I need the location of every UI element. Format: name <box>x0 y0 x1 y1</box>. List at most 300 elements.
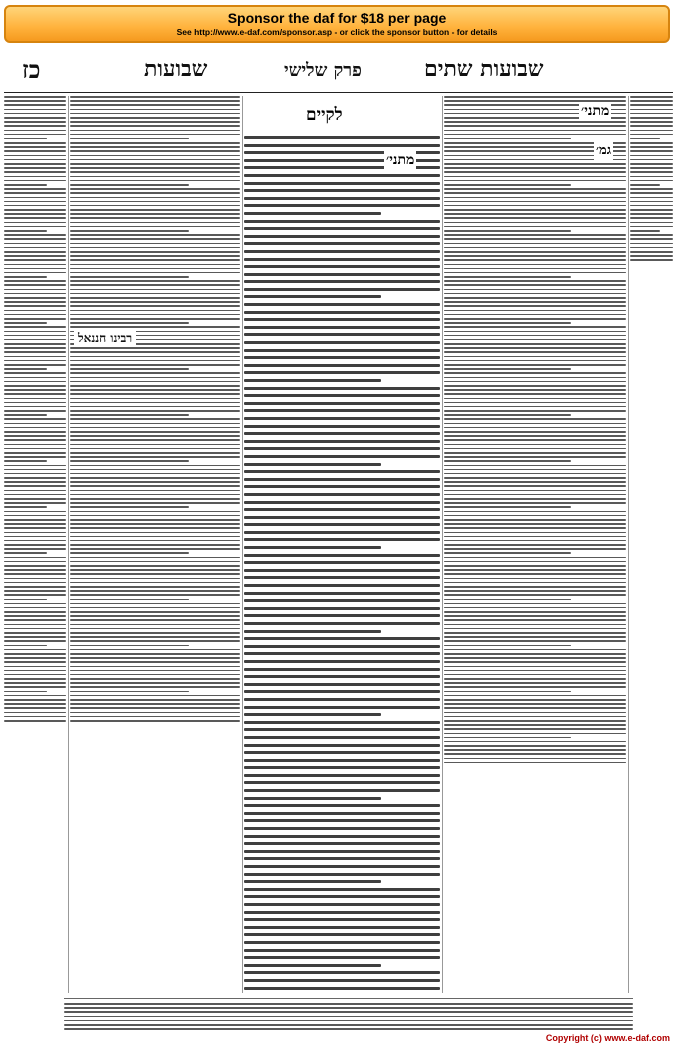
text-line <box>630 134 673 136</box>
text-line <box>70 310 240 312</box>
text-line <box>244 440 440 443</box>
text-line <box>4 515 66 517</box>
text-line <box>244 911 440 914</box>
text-line <box>630 180 673 182</box>
text-line <box>244 584 440 587</box>
text-line <box>4 649 66 651</box>
text-line <box>70 280 240 282</box>
text-line <box>4 666 66 668</box>
text-line <box>4 297 66 299</box>
text-line <box>244 212 381 215</box>
text-line <box>444 615 626 617</box>
text-line <box>244 683 440 686</box>
text-line <box>70 645 189 647</box>
text-line <box>4 481 66 483</box>
text-line <box>4 594 66 596</box>
text-line <box>444 745 626 747</box>
text-line <box>4 347 66 349</box>
text-line <box>444 477 626 479</box>
text-line <box>244 690 440 693</box>
text-line <box>4 385 66 387</box>
text-line <box>70 523 240 525</box>
sponsor-banner[interactable] <box>4 5 670 43</box>
text-line <box>630 113 673 115</box>
text-line <box>70 653 240 655</box>
text-line <box>244 379 381 382</box>
text-line <box>70 599 189 601</box>
text-line <box>444 506 571 508</box>
text-line <box>70 427 240 429</box>
text-line <box>4 276 47 278</box>
text-line <box>70 230 189 232</box>
text-line <box>4 636 66 638</box>
text-line <box>70 393 240 395</box>
text-line <box>4 682 66 684</box>
text-line <box>4 485 66 487</box>
text-line <box>244 607 440 610</box>
sponsor-subtitle[interactable]: See http://www.e-daf.com/sponsor.asp - or click the sponsor button - for details <box>176 27 498 37</box>
text-line <box>630 222 673 224</box>
text-line <box>70 402 240 404</box>
text-line <box>444 561 626 563</box>
text-line <box>244 819 440 822</box>
text-line <box>444 134 626 136</box>
text-line <box>4 389 66 391</box>
text-line <box>70 251 240 253</box>
text-line <box>4 130 66 132</box>
text-line <box>244 979 440 982</box>
text-line <box>70 142 240 144</box>
text-line <box>70 712 240 714</box>
text-line <box>4 527 66 529</box>
text-line <box>70 565 240 567</box>
text-line <box>444 171 626 173</box>
text-line <box>4 435 66 437</box>
text-line <box>4 645 47 647</box>
text-line <box>444 360 626 362</box>
text-line <box>444 192 626 194</box>
text-line <box>70 536 240 538</box>
text-line <box>70 117 240 119</box>
text-line <box>444 310 626 312</box>
text-line <box>4 582 66 584</box>
text-line <box>244 470 440 473</box>
text-line <box>70 586 240 588</box>
text-line <box>4 611 66 613</box>
text-line <box>70 552 189 554</box>
copyright[interactable]: Copyright (c) www.e-daf.com <box>545 1033 670 1043</box>
masechet-name: שבועות <box>144 56 208 82</box>
text-line <box>70 305 240 307</box>
text-line <box>444 377 626 379</box>
text-line <box>4 523 66 525</box>
text-line <box>70 418 240 420</box>
text-line <box>4 544 66 546</box>
text-line <box>444 523 626 525</box>
text-line <box>4 142 66 144</box>
text-line <box>4 712 66 714</box>
text-line <box>70 205 240 207</box>
text-line <box>4 565 66 567</box>
text-line <box>244 387 440 390</box>
text-line <box>244 592 440 595</box>
text-line <box>4 506 47 508</box>
masoret-column <box>630 96 673 993</box>
text-line <box>444 578 626 580</box>
text-line <box>70 104 240 106</box>
text-line <box>444 326 626 328</box>
text-line <box>70 134 240 136</box>
text-line <box>4 431 66 433</box>
text-line <box>244 508 440 511</box>
text-line <box>4 326 66 328</box>
text-line <box>444 728 626 730</box>
text-line <box>444 305 626 307</box>
text-line <box>630 121 673 123</box>
text-line <box>444 640 626 642</box>
text-line <box>70 548 240 550</box>
text-line <box>444 686 626 688</box>
text-line <box>4 678 66 680</box>
text-line <box>4 578 66 580</box>
text-line <box>4 104 66 106</box>
text-line <box>444 439 626 441</box>
text-line <box>444 594 626 596</box>
text-line <box>444 222 626 224</box>
text-line <box>244 736 440 739</box>
text-line <box>630 226 673 228</box>
text-line <box>444 661 626 663</box>
text-line <box>70 594 240 596</box>
text-line <box>244 273 440 276</box>
text-line <box>244 599 440 602</box>
text-line <box>444 473 626 475</box>
text-line <box>70 255 240 257</box>
text-line <box>4 264 66 266</box>
text-line <box>4 465 66 467</box>
text-line <box>244 721 440 724</box>
text-line <box>4 100 66 102</box>
text-line <box>70 695 240 697</box>
text-line <box>244 561 440 564</box>
text-line <box>70 146 240 148</box>
text-line <box>630 217 673 219</box>
text-line <box>444 205 626 207</box>
rashi-column <box>444 96 626 993</box>
text-line <box>444 284 626 286</box>
text-line <box>444 322 571 324</box>
text-line <box>4 268 66 270</box>
text-line <box>70 130 240 132</box>
text-line <box>70 125 240 127</box>
text-line <box>70 691 189 693</box>
text-line <box>444 565 626 567</box>
text-line <box>64 1007 633 1009</box>
text-line <box>4 707 66 709</box>
text-line <box>244 402 440 405</box>
text-line <box>70 192 240 194</box>
text-line <box>4 619 66 621</box>
text-line <box>4 150 66 152</box>
text-line <box>4 632 66 634</box>
text-line <box>70 356 240 358</box>
ein-mishpat-column <box>4 96 66 993</box>
text-line <box>444 167 626 169</box>
text-line <box>70 284 240 286</box>
text-line <box>244 630 381 633</box>
text-line <box>70 180 240 182</box>
text-line <box>444 280 626 282</box>
text-line <box>630 146 673 148</box>
text-line <box>4 335 66 337</box>
text-line <box>70 632 240 634</box>
text-line <box>444 264 626 266</box>
text-line <box>444 716 626 718</box>
text-line <box>70 431 240 433</box>
perek-name: שבועות שתים <box>424 56 544 82</box>
text-line <box>444 402 626 404</box>
text-line <box>70 657 240 659</box>
text-line <box>4 109 66 111</box>
text-line <box>244 835 440 838</box>
text-line <box>444 569 626 571</box>
text-line <box>244 774 440 777</box>
text-line <box>4 343 66 345</box>
text-line <box>70 100 240 102</box>
text-line <box>630 243 673 245</box>
text-line <box>244 637 440 640</box>
text-line <box>64 1016 633 1018</box>
text-line <box>70 243 240 245</box>
text-line <box>4 494 66 496</box>
text-line <box>4 360 66 362</box>
text-line <box>70 515 240 517</box>
text-line <box>70 582 240 584</box>
text-line <box>444 712 626 714</box>
text-line <box>444 130 626 132</box>
text-line <box>4 398 66 400</box>
text-line <box>444 502 626 504</box>
text-line <box>4 477 66 479</box>
text-line <box>444 138 571 140</box>
text-line <box>244 888 440 891</box>
text-line <box>4 176 66 178</box>
text-line <box>444 268 626 270</box>
text-line <box>444 234 626 236</box>
text-line <box>444 481 626 483</box>
text-line <box>444 385 626 387</box>
text-line <box>630 155 673 157</box>
text-line <box>244 280 440 283</box>
text-line <box>4 402 66 404</box>
text-line <box>4 448 66 450</box>
text-line <box>4 356 66 358</box>
text-line <box>70 502 240 504</box>
text-line <box>444 749 626 751</box>
text-line <box>70 490 240 492</box>
text-line <box>70 682 240 684</box>
text-line <box>70 435 240 437</box>
text-line <box>244 493 440 496</box>
text-line <box>4 686 66 688</box>
text-line <box>244 971 440 974</box>
text-line <box>4 703 66 705</box>
text-line <box>4 234 66 236</box>
text-line <box>444 96 626 98</box>
text-line <box>4 180 66 182</box>
text-line <box>244 463 381 466</box>
text-line <box>244 523 440 526</box>
text-line <box>70 360 240 362</box>
text-line <box>4 368 47 370</box>
text-line <box>4 113 66 115</box>
text-line <box>4 339 66 341</box>
text-line <box>70 414 189 416</box>
text-line <box>630 167 673 169</box>
text-line <box>444 289 626 291</box>
text-line <box>70 590 240 592</box>
text-line <box>70 716 240 718</box>
text-line <box>4 490 66 492</box>
text-line <box>444 184 571 186</box>
text-line <box>4 259 66 261</box>
text-line <box>4 460 47 462</box>
text-line <box>444 343 626 345</box>
text-line <box>70 511 240 513</box>
text-line <box>444 410 626 412</box>
text-line <box>444 243 626 245</box>
text-line <box>244 668 440 671</box>
text-line <box>444 758 626 760</box>
text-line <box>244 265 440 268</box>
text-line <box>4 418 66 420</box>
text-line <box>444 632 626 634</box>
text-line <box>70 603 240 605</box>
text-line <box>444 125 626 127</box>
text-line <box>444 536 626 538</box>
text-line <box>630 163 673 165</box>
column-divider <box>242 96 243 993</box>
text-line <box>444 364 626 366</box>
text-line <box>444 707 626 709</box>
text-line <box>630 150 673 152</box>
text-line <box>630 159 673 161</box>
text-line <box>444 423 626 425</box>
text-line <box>444 444 626 446</box>
text-line <box>70 519 240 521</box>
text-line <box>4 423 66 425</box>
text-line <box>244 318 440 321</box>
text-line <box>244 759 440 762</box>
sponsor-title[interactable]: Sponsor the daf for $18 per page <box>227 10 447 26</box>
text-line <box>444 682 626 684</box>
text-line <box>70 699 240 701</box>
text-line <box>4 280 66 282</box>
text-line <box>70 532 240 534</box>
text-line <box>70 661 240 663</box>
text-line <box>444 197 626 199</box>
text-line <box>244 295 381 298</box>
text-line <box>4 293 66 295</box>
text-line <box>70 720 240 722</box>
text-line <box>4 163 66 165</box>
text-line <box>630 259 673 261</box>
text-line <box>444 582 626 584</box>
text-line <box>444 314 626 316</box>
text-line <box>4 519 66 521</box>
text-line <box>4 364 66 366</box>
column-divider <box>442 96 443 993</box>
text-line <box>244 204 440 207</box>
text-line <box>444 657 626 659</box>
text-line <box>630 176 673 178</box>
text-line <box>444 490 626 492</box>
text-line <box>70 222 240 224</box>
text-line <box>70 557 240 559</box>
text-line <box>70 322 189 324</box>
text-line <box>244 349 440 352</box>
text-line <box>444 624 626 626</box>
text-line <box>70 423 240 425</box>
text-line <box>630 238 673 240</box>
text-line <box>630 255 673 257</box>
text-line <box>4 439 66 441</box>
text-line <box>4 502 66 504</box>
text-line <box>4 716 66 718</box>
text-line <box>244 546 381 549</box>
text-line <box>4 184 47 186</box>
text-line <box>630 205 673 207</box>
text-line <box>244 485 440 488</box>
text-line <box>70 666 240 668</box>
text-line <box>70 368 189 370</box>
text-line <box>70 481 240 483</box>
text-line <box>630 251 673 253</box>
text-line <box>244 311 440 314</box>
text-line <box>64 1011 633 1013</box>
text-line <box>70 707 240 709</box>
text-line <box>244 182 440 185</box>
text-line <box>444 301 626 303</box>
text-line <box>444 540 626 542</box>
text-line <box>630 234 673 236</box>
text-line <box>70 636 240 638</box>
text-line <box>244 394 440 397</box>
text-line <box>444 347 626 349</box>
text-line <box>70 259 240 261</box>
text-line <box>444 381 626 383</box>
text-line <box>70 439 240 441</box>
text-lines <box>4 96 66 724</box>
text-line <box>444 230 571 232</box>
text-line <box>70 377 240 379</box>
text-line <box>70 406 240 408</box>
text-line <box>4 251 66 253</box>
text-line <box>4 322 47 324</box>
text-line <box>70 201 240 203</box>
text-line <box>244 751 440 754</box>
text-line <box>70 561 240 563</box>
text-line <box>244 371 440 374</box>
text-line <box>4 532 66 534</box>
text-line <box>630 142 673 144</box>
text-line <box>64 1024 633 1026</box>
text-line <box>70 624 240 626</box>
text-line <box>70 703 240 705</box>
text-line <box>244 660 440 663</box>
text-line <box>4 561 66 563</box>
text-line <box>70 276 189 278</box>
